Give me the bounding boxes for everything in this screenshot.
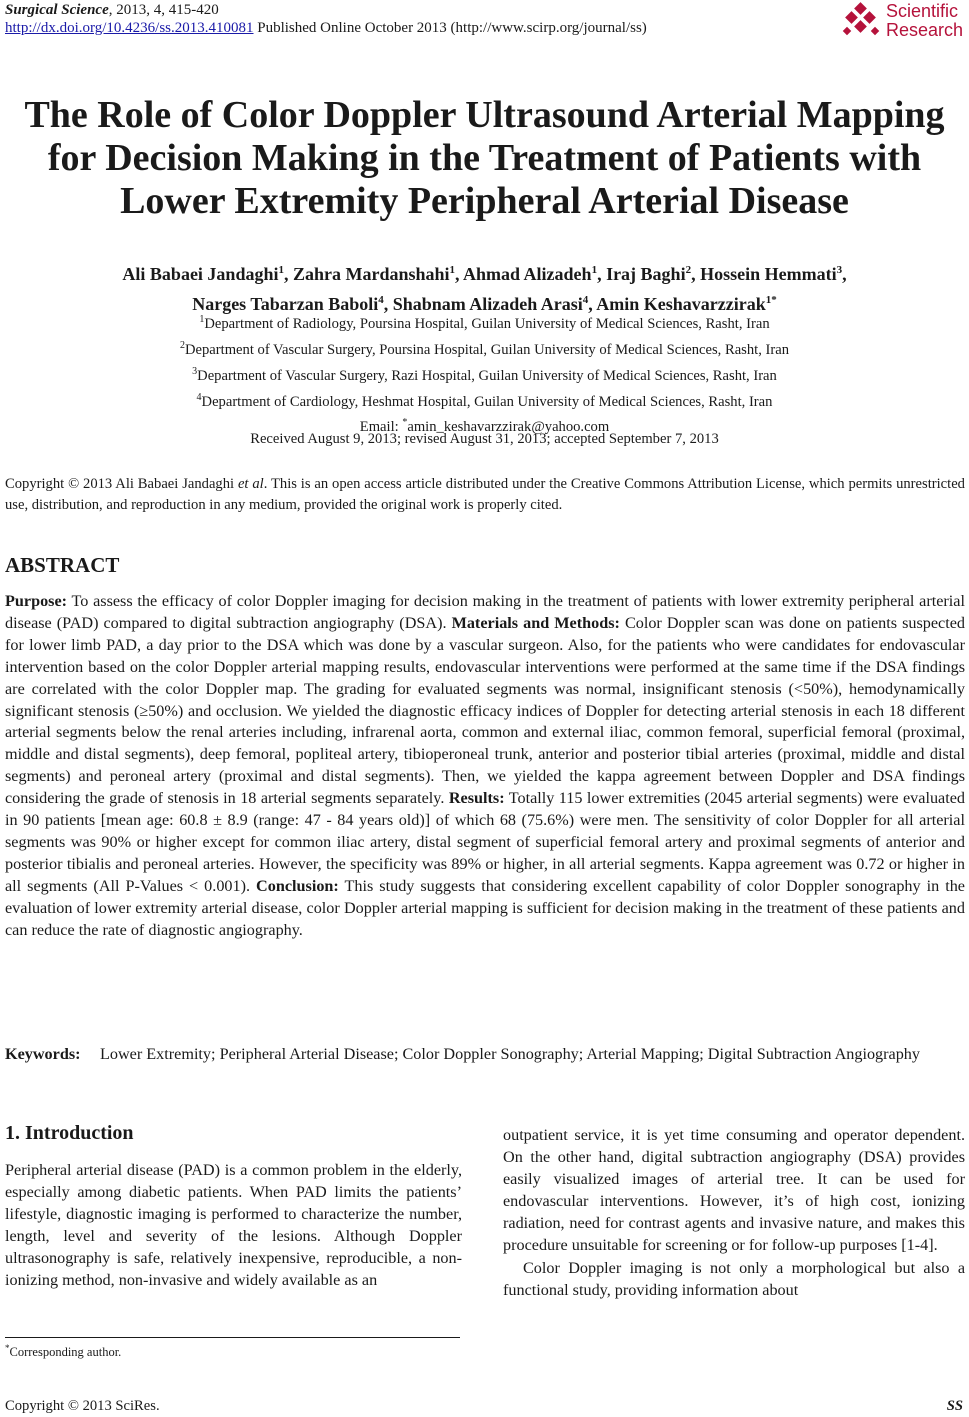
methods-label: Materials and Methods: — [451, 613, 620, 632]
author-name: Hossein Hemmati — [700, 264, 837, 284]
affiliation: $^4$Department of Cardiology, Heshmat Hospital, Guilan University of Medical Sciences, Rasht, Iran — [196, 391, 773, 410]
author-name: Amin Keshavarzzirak — [596, 294, 766, 314]
email-address: amin_keshavarzzirak@yahoo.com — [407, 419, 610, 436]
title-line: Lower Extremity Peripheral Arterial Disease — [120, 180, 849, 222]
intro-left-column: Peripheral arterial disease (PAD) is a common problem in the elderly, especially among diabetic patients. When PAD limits the patients’ lifestyle, diagnostic imaging is performed to characterize the number, length, level and severity of the lesions. Although Doppler ultrasonography is safe, relatively inexpensive, reproducible, a non-ionizing method, non-invasive and widely available as an — [5, 1161, 462, 1290]
abstract-body: Purpose: To assess the efficacy of color Doppler imaging for decision making in the treatment of patients with lower extremity peripheral arterial disease (PAD) compared to digital subtraction angiography (DSA). Materials and Methods: Color Doppler scan was done on patients suspected for lower limb PAD, a day prior to the DSA which was done by a vascular surgeon. Also, for the patients who were candidates for endovascular intervention based on the color Doppler arterial mapping results, endovascular interventions were performed at the same time if the DSA findings are correlated with the color Doppler map. The grading for evaluated segments was normal, insignificant stenosis (<50%), hemodynamically significant stenosis (≥50%) and occlusion. We yielded the diagnostic efficacy indices of Doppler for detecting arterial stenosis in each 18 different arterial segments below the renal arteries including, infrarenal aorta, common and external iliac, common femoral, superficial femoral (proximal, middle and distal segments), deep femoral, popliteal artery, tibioperoneal trunk, anterior and posterior tibial arteries (proximal, middle and distal segments) and peroneal artery (proximal and distal segments). Then, we yielded the kappa agreement between Doppler and DSA findings considering the grade of stenosis in 18 arterial segments separately. Results: Totally 115 lower extremities (2045 arterial segments) were evaluated in 90 patients [mean age: 60.8 ± 8.9 (range: 47 - 84 years old)] of which 68 (75.6%) were men. The sensitivity of color Doppler for all arterial segments was 90% or higher except for common iliac artery, distal segment of superficial femoral artery and proximal segments of anterior and posterior tibialis and peroneal arteries. However, the specificity was 89% or higher, in all arterial segments. Kappa agreement was 0.72 or higher in all segments (All P-Values < 0.001). Conclusion: This study suggests that considering excellent capability of color Doppler sonography in the evaluation of lower extremity arterial disease, color Doppler arterial mapping is sufficient for decision making in the treatment of these patients and can reduce the rate of diagnostic angiography. — [5, 592, 965, 939]
title-line: The Role of Color Doppler Ultrasound Arterial Mapping — [24, 94, 945, 136]
email-line: Email: *amin_keshavarzzirak@yahoo.com — [359, 417, 610, 436]
published-info: Published Online October 2013 (http://www.scirp.org/journal/ss) — [257, 20, 647, 36]
affiliations — [0, 309, 969, 438]
volume-info: , 2013, 4, 415-420 — [108, 2, 219, 18]
author-name: Ahmad Alizadeh — [463, 264, 592, 284]
author-affil-ref: 4 — [378, 294, 384, 306]
purpose-label: Purpose: — [5, 592, 68, 610]
doi-link[interactable]: http://dx.doi.org/10.4236/ss.2013.410081 — [5, 20, 254, 36]
affiliation: $^1$Department of Radiology, Poursina Hospital, Guilan University of Medical Sciences, Rasht, Iran — [199, 314, 770, 332]
author-name: Iraj Baghi — [606, 264, 686, 284]
author-affil-ref: 1* — [765, 294, 777, 306]
author-affil-ref: 3 — [836, 264, 843, 276]
footnote-divider — [5, 1337, 460, 1338]
author-affil-ref: 1 — [449, 264, 456, 276]
author-name: Shabnam Alizadeh Arasi — [392, 294, 583, 314]
author-affil-ref: 2 — [685, 264, 692, 276]
author-affil-ref: 4 — [582, 294, 589, 306]
author-list: Ali Babaei Jandaghi$^1$, Zahra Mardanshahi$^1$, Ahmad Alizadeh$^1$, Iraj Baghi$^2$, Hossein Hemmati$^3$, Narges Tabarzan Baboli$^4$, Shabnam Alizadeh Arasi$^4$, Amin Keshavarzzirak$^{1*}$ — [122, 264, 847, 314]
footer-journal-abbrev: SS — [946, 1398, 963, 1414]
author-affil-ref: 1 — [591, 264, 598, 276]
affiliation: $^2$Department of Vascular Surgery, Poursina Hospital, Guilan University of Medical Sciences, Rasht, Iran — [179, 339, 789, 358]
received-dates: Received August 9, 2013; revised August 31, 2013; accepted September 7, 2013 — [250, 431, 719, 447]
author-affil-ref: 1 — [278, 264, 284, 276]
copyright-notice: Copyright © 2013 Ali Babaei Jandaghi et al. This is an open access article distributed under the Creative Commons Attribution License, which permits unrestricted use, distribution, and reproduction in any medium, provided the original work is properly cited. — [5, 476, 965, 513]
doi-line — [5, 20, 647, 37]
scientific-research-logo-icon — [842, 2, 882, 42]
author-name: Narges Tabarzan Baboli — [192, 294, 379, 314]
results-label: Results: — [448, 789, 505, 808]
author-name: Zahra Mardanshahi — [292, 264, 450, 284]
publisher-logo — [842, 0, 964, 46]
logo-line-1: Scientific — [886, 1, 959, 21]
paragraph: Color Doppler imaging is not only a morphological but also a functional study, providing information about — [503, 1258, 965, 1299]
affiliation: $^3$Department of Vascular Surgery, Razi Hospital, Guilan University of Medical Sciences, Rasht, Iran — [192, 365, 777, 384]
journal-citation — [5, 2, 219, 19]
keywords-label: Keywords: — [5, 1045, 81, 1063]
conclusion-label: Conclusion: — [256, 876, 339, 895]
footnote: *Corresponding author. — [5, 1343, 122, 1360]
intro-right-column — [503, 1124, 965, 1301]
paragraph: outpatient service, it is yet time consuming and operator dependent. On the other hand, digital subtraction angiography (DSA) provides easily visualized images of arterial tree. It can be used for endovascular interventions. However, it’s of high cost, ionizing radiation, need for contrast agents and invasive nature, and makes this procedure unsuitable for screening or for follow-up purposes [1-4]. — [503, 1126, 965, 1255]
title-line: for Decision Making in the Treatment of Patients with — [47, 137, 922, 179]
footer-copyright: Copyright © 2013 SciRes. — [5, 1398, 160, 1414]
abstract-heading: ABSTRACT — [5, 553, 120, 577]
paper-title — [0, 94, 969, 223]
logo-text — [886, 2, 963, 40]
author-name: Ali Babaei Jandaghi — [122, 264, 279, 284]
logo-line-2: Research — [886, 20, 964, 40]
keywords-text: Lower Extremity; Peripheral Arterial Disease; Color Doppler Sonography; Arterial Mapping; Digital Subtraction Angiography — [100, 1045, 920, 1063]
journal-name: Surgical Science — [5, 2, 109, 18]
section-heading: 1. Introduction — [5, 1122, 134, 1144]
